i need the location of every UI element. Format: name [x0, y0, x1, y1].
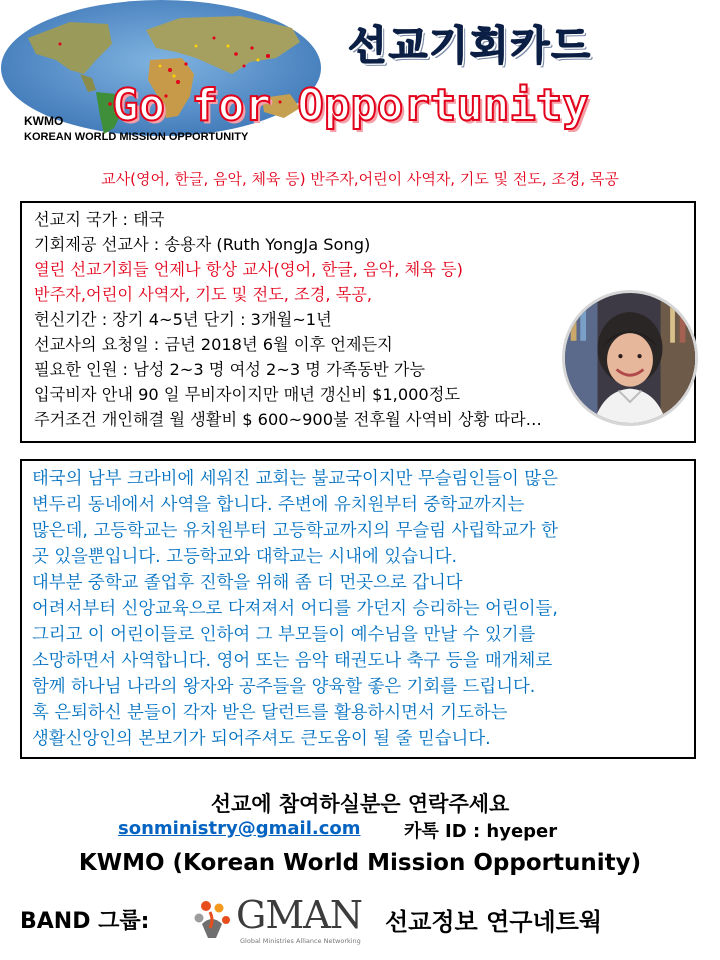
- network-label: 선교정보 연구네트웍: [385, 908, 603, 936]
- description-line: 어려서부터 신앙교육으로 다져져서 어디를 가던지 승리하는 어린이들,: [32, 599, 558, 619]
- kwmo-footer-name: KWMO (Korean World Mission Opportunity): [78, 850, 642, 876]
- band-group-label: BAND 그룹:: [20, 909, 150, 934]
- kakao-id: 카톡 ID : hyeper: [404, 821, 558, 842]
- info-opportunities: 열린 선교기회들 언제나 항상 교사(영어, 한글, 음악, 체육 등): [34, 260, 463, 279]
- email-link[interactable]: sonministry@gmail.com: [118, 818, 361, 839]
- description-line: 변두리 동네에서 사역을 합니다. 주변에 유치원부터 중학교까지는: [32, 495, 525, 515]
- title-english: Go for Opportunity: [112, 80, 589, 131]
- description-line: 대부분 중학교 졸업후 진학을 위해 좀 더 먼곳으로 갑니다: [32, 573, 463, 593]
- roles-line: 교사(영어, 한글, 음악, 체육 등) 반주자,어린이 사역자, 기도 및 전도, 조경, 목공: [101, 170, 619, 188]
- info-country: 선교지 국가 : 태국: [34, 210, 165, 229]
- info-people-needed: 필요한 인원 : 남성 2~3 명 여성 2~3 명 가족동반 가능: [34, 360, 426, 379]
- info-commitment-period: 헌신기간 : 장기 4~5년 단기 : 3개월~1년: [34, 310, 332, 329]
- missionary-photo: [562, 290, 698, 426]
- info-housing-cost: 주거조건 개인해결 월 생활비 $ 600~900불 전후월 사역비 상황 따라…: [34, 410, 542, 429]
- gman-logo-text: GMAN: [236, 893, 362, 937]
- description-line: 함께 하나님 나라의 왕자와 공주들을 양육할 좋은 기회를 드립니다.: [32, 677, 536, 697]
- info-request-date: 선교사의 요청일 : 금년 2018년 6월 이후 언제든지: [34, 335, 393, 354]
- description-line: 소망하면서 사역합니다. 영어 또는 음악 태권도나 축구 등을 매개체로: [32, 651, 553, 671]
- description-line: 그리고 이 어린이들로 인하여 그 부모들이 예수님을 만날 수 있기를: [32, 625, 536, 645]
- description-line: 태국의 남부 크라비에 세워진 교회는 불교국이지만 무슬림인들이 많은: [32, 469, 558, 489]
- description-box: [20, 459, 696, 759]
- org-full-name: KOREAN WORLD MISSION OPPORTUNITY: [24, 131, 249, 143]
- info-opportunities-cont: 반주자,어린이 사역자, 기도 및 전도, 조경, 목공,: [34, 285, 373, 304]
- contact-title: 선교에 참여하실분은 연락주세요: [210, 792, 510, 816]
- gman-logo-subtitle: Global Ministries Alliance Networking: [240, 937, 361, 945]
- org-short-name: KWMO: [24, 114, 64, 128]
- description-line: 생활신앙인의 본보기가 되어주셔도 큰도움이 될 줄 믿습니다.: [32, 729, 491, 749]
- gman-logo-icon: [190, 898, 234, 942]
- info-missionary: 기회제공 선교사 : 송용자 (Ruth YongJa Song): [34, 235, 371, 254]
- description-line: 혹 은퇴하신 분들이 각자 받은 달런트를 활용하시면서 기도하는: [32, 703, 508, 723]
- description-line: 곳 있을뿐입니다. 고등학교와 대학교는 시내에 있습니다.: [32, 547, 458, 567]
- info-visa: 입국비자 안내 90 일 무비자이지만 매년 갱신비 $1,000정도: [34, 385, 460, 404]
- description-line: 많은데, 고등학교는 유치원부터 고등학교까지의 무슬림 사립학교가 한: [32, 521, 558, 541]
- title-korean: 선교기회카드: [348, 23, 592, 69]
